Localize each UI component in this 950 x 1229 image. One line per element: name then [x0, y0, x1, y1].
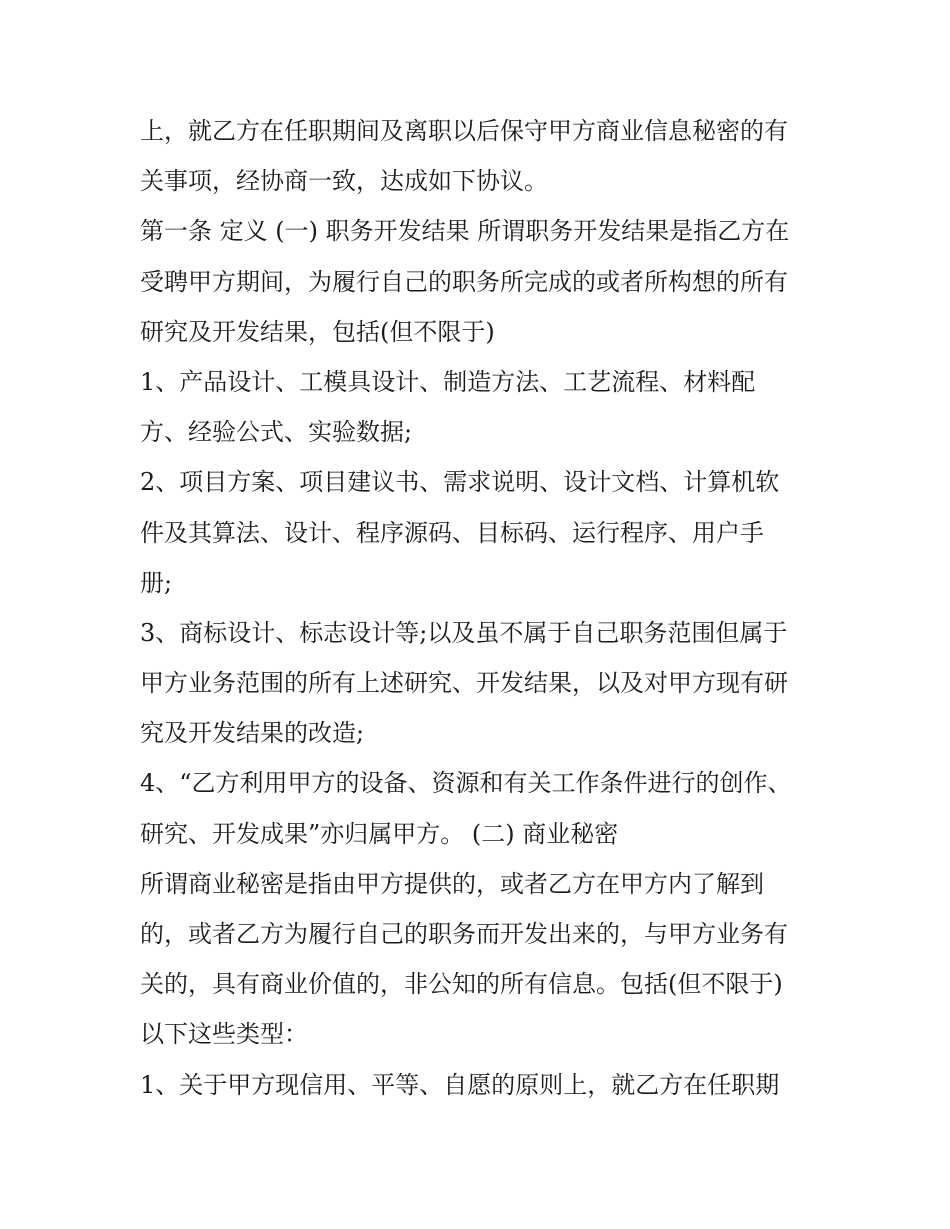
text-line: 1、产品设计、工模具设计、制造方法、工艺流程、材料配: [140, 367, 756, 396]
text-line: 研究及开发结果，包括(但不限于): [140, 317, 495, 346]
text-line: 所谓商业秘密是指由甲方提供的，或者乙方在甲方内了解到: [140, 869, 764, 898]
text-line: 3、商标设计、标志设计等;以及虽不属于自己职务范围但属于: [140, 618, 788, 647]
text-line: 关的，具有商业价值的，非公知的所有信息。包括(但不限于): [140, 970, 783, 999]
text-line: 受聘甲方期间，为履行自己的职务所完成的或者所构想的所有: [140, 267, 788, 296]
text-line: 件及其算法、设计、程序源码、目标码、运行程序、用户手: [140, 518, 764, 547]
text-line: 究及开发结果的改造;: [140, 719, 365, 748]
text-line: 上，就乙方在任职期间及离职以后保守甲方商业信息秘密的有: [140, 117, 788, 145]
text-line: 第一条 定义 (一) 职务开发结果 所谓职务开发结果是指乙方在: [140, 217, 790, 246]
text-line: 的，或者乙方为履行自己的职务而开发出来的，与甲方业务有: [140, 920, 788, 948]
text-line: 方、经验公式、实验数据;: [140, 418, 413, 447]
text-line: 册;: [140, 568, 173, 597]
text-line: 以下这些类型：: [140, 1020, 308, 1049]
text-line: 研究、开发成果”亦归属甲方。 (二) 商业秘密: [140, 819, 619, 848]
text-line: 2、项目方案、项目建议书、需求说明、设计文档、计算机软: [140, 468, 780, 497]
document-body: [140, 106, 820, 1110]
text-line: 1、关于甲方现信用、平等、自愿的原则上，就乙方在任职期: [140, 1070, 780, 1099]
text-line: 4、“乙方利用甲方的设备、资源和有关工作条件进行的创作、: [140, 769, 792, 798]
text-line: 甲方业务范围的所有上述研究、开发结果，以及对甲方现有研: [140, 669, 788, 698]
text-line: 关事项，经协商一致，达成如下协议。: [140, 167, 548, 196]
